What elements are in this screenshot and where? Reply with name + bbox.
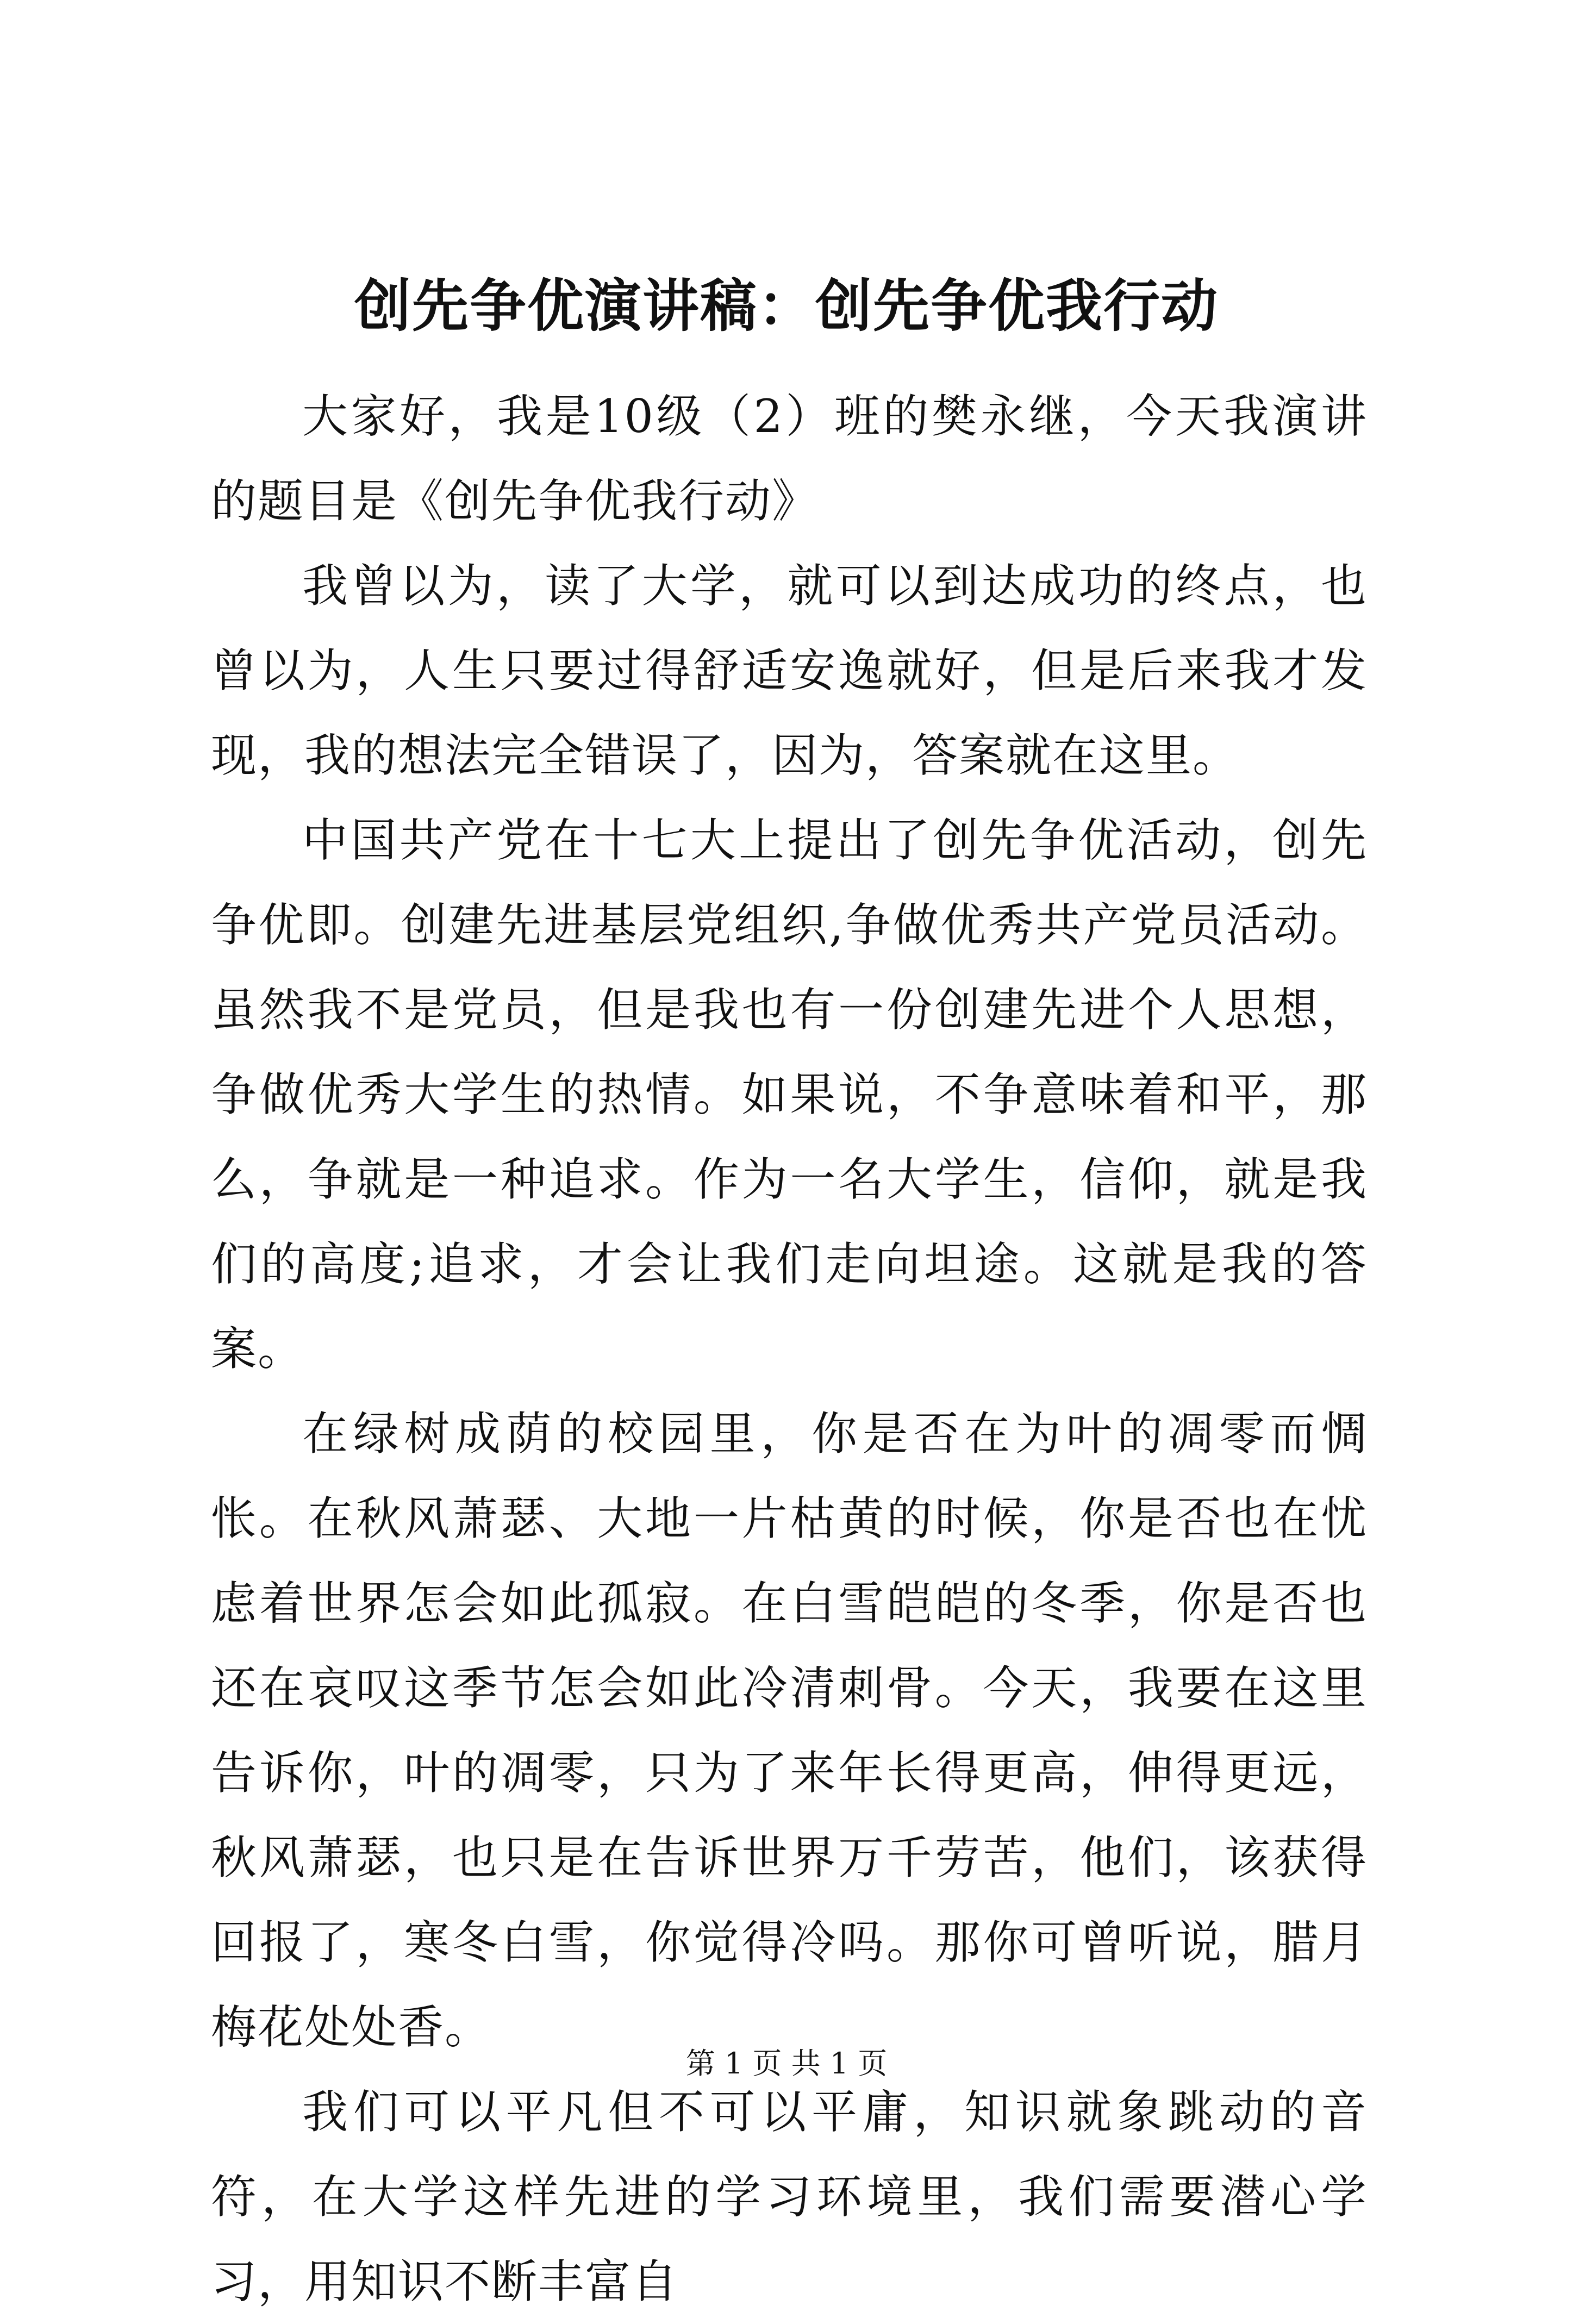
page-footer: 第 1 页 共 1 页: [685, 2046, 888, 2081]
paragraph-seasons: 在绿树成荫的校园里，你是否在为叶的凋零而惆怅。在秋风萧瑟、大地一片枯黄的时候，你是否也在忧虑着世界怎会如此孤寂。在白雪皑皑的冬季，你是否也还在哀叹这季节怎会如此冷清刺骨。今天，我要在这里告诉你，叶的凋零，只为了来年长得更高，伸得更远，秋风萧瑟，也只是在告诉世界万千劳苦，他们，该获得回报了，寒冬白雪，你觉得冷吗。那你可曾听说，腊月梅花处处香。: [211, 1407, 1368, 2054]
document-body: [211, 374, 1368, 2324]
paragraph-greeting: 大家好，我是10级（2）班的樊永继，今天我演讲的题目是《创先争优我行动》: [211, 390, 1368, 528]
paragraph-intro: 我曾以为，读了大学，就可以到达成功的终点，也曾以为，人生只要过得舒适安逸就好，但是后来我才发现，我的想法完全错误了，因为，答案就在这里。: [211, 559, 1368, 782]
paragraph-study: 我们可以平凡但不可以平庸，知识就象跳动的音符，在大学这样先进的学习环境里，我们需要潜心学习，用知识不断丰富自: [211, 2085, 1368, 2308]
paragraph-party: 中国共产党在十七大上提出了创先争优活动，创先争优即。创建先进基层党组织,争做优秀共产党员活动。虽然我不是党员，但是我也有一份创建先进个人思想，争做优秀大学生的热情。如果说，不争意味着和平，那么，争就是一种追求。作为一名大学生，信仰，就是我们的高度;追求，才会让我们走向坦途。这就是我的答案。: [211, 814, 1368, 1376]
document-title: 创先争优演讲稿：创先争优我行动: [354, 272, 1219, 339]
